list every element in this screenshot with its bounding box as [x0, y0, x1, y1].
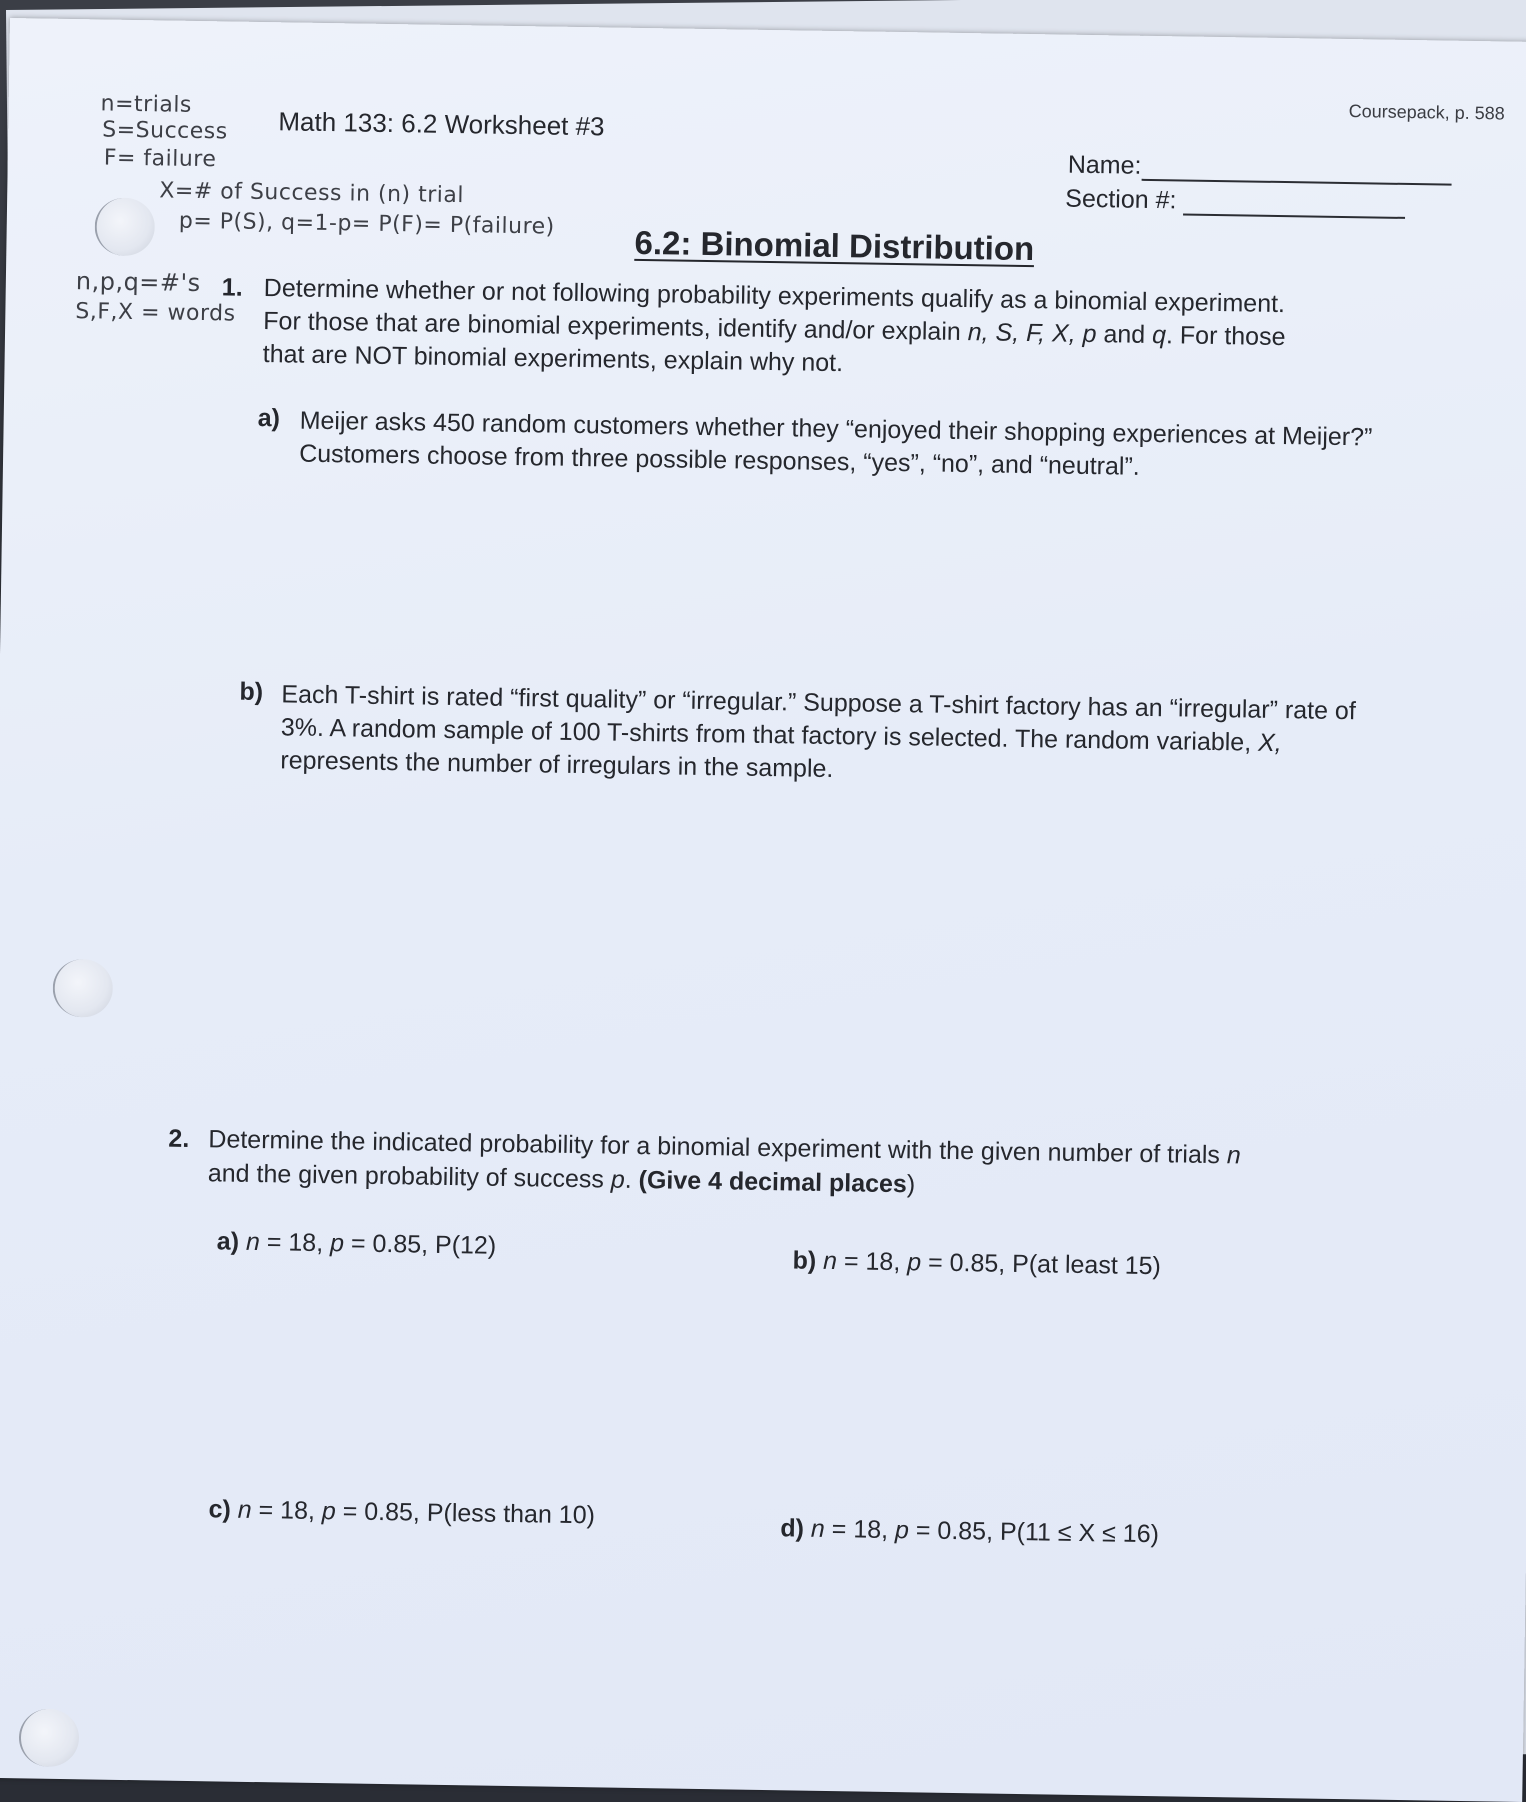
- worksheet-page: [0, 18, 1526, 1802]
- question-1b-label: b): [239, 677, 264, 707]
- note-s-success: S=Success: [102, 117, 228, 145]
- question-2a-p: p: [329, 1229, 345, 1258]
- question-1-q: q: [1151, 320, 1167, 350]
- question-2-instruction: (Give 4 decimal places: [638, 1166, 908, 1199]
- question-1b-text-part-2: represents the number of irregulars in the sample.: [280, 746, 834, 784]
- worksheet-title: Math 133: 6.2 Worksheet #3: [278, 106, 605, 142]
- question-1b-text-part-1: Each T-shirt is rated “first quality” or “irregular.” Suppose a T-shirt factory has an “irregular” rate of 3%. A random sample of 100 T-shirts from that factory is selected. The random variable,: [280, 680, 1356, 757]
- question-2-n: n: [1226, 1141, 1241, 1170]
- question-2-line-2: [208, 1159, 916, 1199]
- question-2a-n-value: = 18,: [259, 1228, 331, 1258]
- question-2b-n: n: [822, 1246, 838, 1276]
- question-2-period: .: [624, 1165, 639, 1195]
- question-2b: [792, 1246, 1161, 1281]
- note-x-definition: X=# of Success in (n) trial: [159, 178, 465, 209]
- question-1-line-2-text: For those that are binomial experiments, identify and/or explain: [263, 307, 968, 347]
- question-1-variables: n, S, F, X, p: [967, 318, 1097, 349]
- question-2d: [780, 1514, 1159, 1549]
- question-2-p: p: [610, 1165, 625, 1194]
- question-1-number: 1.: [221, 273, 243, 302]
- question-2c-n-value: = 18,: [251, 1495, 323, 1526]
- question-2d-label: d): [780, 1514, 805, 1543]
- question-2b-label: b): [792, 1246, 817, 1275]
- question-2c-p: p: [321, 1497, 337, 1526]
- question-2c-n: n: [237, 1495, 252, 1524]
- question-2-line-2-text: and the given probability of success: [207, 1159, 612, 1194]
- section-field: [1065, 183, 1406, 219]
- question-2d-n: n: [810, 1514, 826, 1543]
- question-2a: [217, 1227, 497, 1260]
- hole-punch-bottom: [19, 1708, 80, 1767]
- name-field: [1068, 149, 1452, 186]
- question-2a-p-value: = 0.85, P(12): [343, 1229, 497, 1260]
- section-label: Section #:: [1065, 184, 1177, 215]
- question-2d-p: p: [894, 1516, 910, 1545]
- question-2-number: 2.: [168, 1124, 190, 1153]
- question-1-line-2-end: . For those: [1165, 321, 1286, 352]
- hole-punch-middle: [52, 959, 113, 1018]
- hole-punch-top: [94, 197, 155, 256]
- question-2c-label: c): [208, 1495, 232, 1524]
- note-f-failure: F= failure: [103, 145, 217, 173]
- name-label: Name:: [1067, 150, 1142, 180]
- question-1a-text: Meijer asks 450 random customers whether they “enjoyed their shopping experiences at Meijer?” Customers choose from three possible responses, “yes”, “no”, and “neutral”.: [298, 406, 1373, 481]
- question-1a-label: a): [257, 403, 281, 433]
- note-n-trials: n=trials: [100, 91, 193, 118]
- question-2-line-1-text: Determine the indicated probability for a binomial experiment with the given number of trials: [208, 1125, 1228, 1170]
- question-2b-p: p: [907, 1248, 922, 1277]
- question-2c: [208, 1495, 595, 1530]
- question-1-and: and: [1096, 320, 1153, 349]
- question-2a-n: n: [245, 1227, 261, 1257]
- note-numbers: n,p,q=#'s: [75, 267, 201, 298]
- question-2a-label: a): [216, 1227, 240, 1256]
- question-2d-p-value: = 0.85, P(11 ≤ X ≤ 16): [908, 1516, 1160, 1549]
- question-1b-variable: X,: [1257, 728, 1282, 758]
- section-line: [1183, 184, 1405, 218]
- question-2-close-paren: ): [906, 1170, 916, 1199]
- question-1-line-3: that are NOT binomial experiments, explain why not.: [262, 340, 844, 378]
- section-heading: 6.2: Binomial Distribution: [634, 223, 1035, 268]
- note-words: S,F,X = words: [75, 299, 236, 327]
- question-2d-n-value: = 18,: [824, 1514, 896, 1545]
- question-2c-p-value: = 0.85, P(less than 10): [335, 1497, 596, 1530]
- coursepack-reference: Coursepack, p. 588: [1348, 101, 1505, 124]
- question-2b-p-value: = 0.85, P(at least 15): [920, 1248, 1162, 1281]
- name-line: [1141, 150, 1451, 186]
- question-1-line-1: Determine whether or not following probability experiments qualify as a binomial experiment.: [263, 274, 1286, 319]
- note-p-q-definition: p= P(S), q=1-p= P(F)= P(failure): [178, 208, 555, 240]
- question-1b-text: [280, 678, 1391, 794]
- question-2b-n-value: = 18,: [836, 1247, 908, 1277]
